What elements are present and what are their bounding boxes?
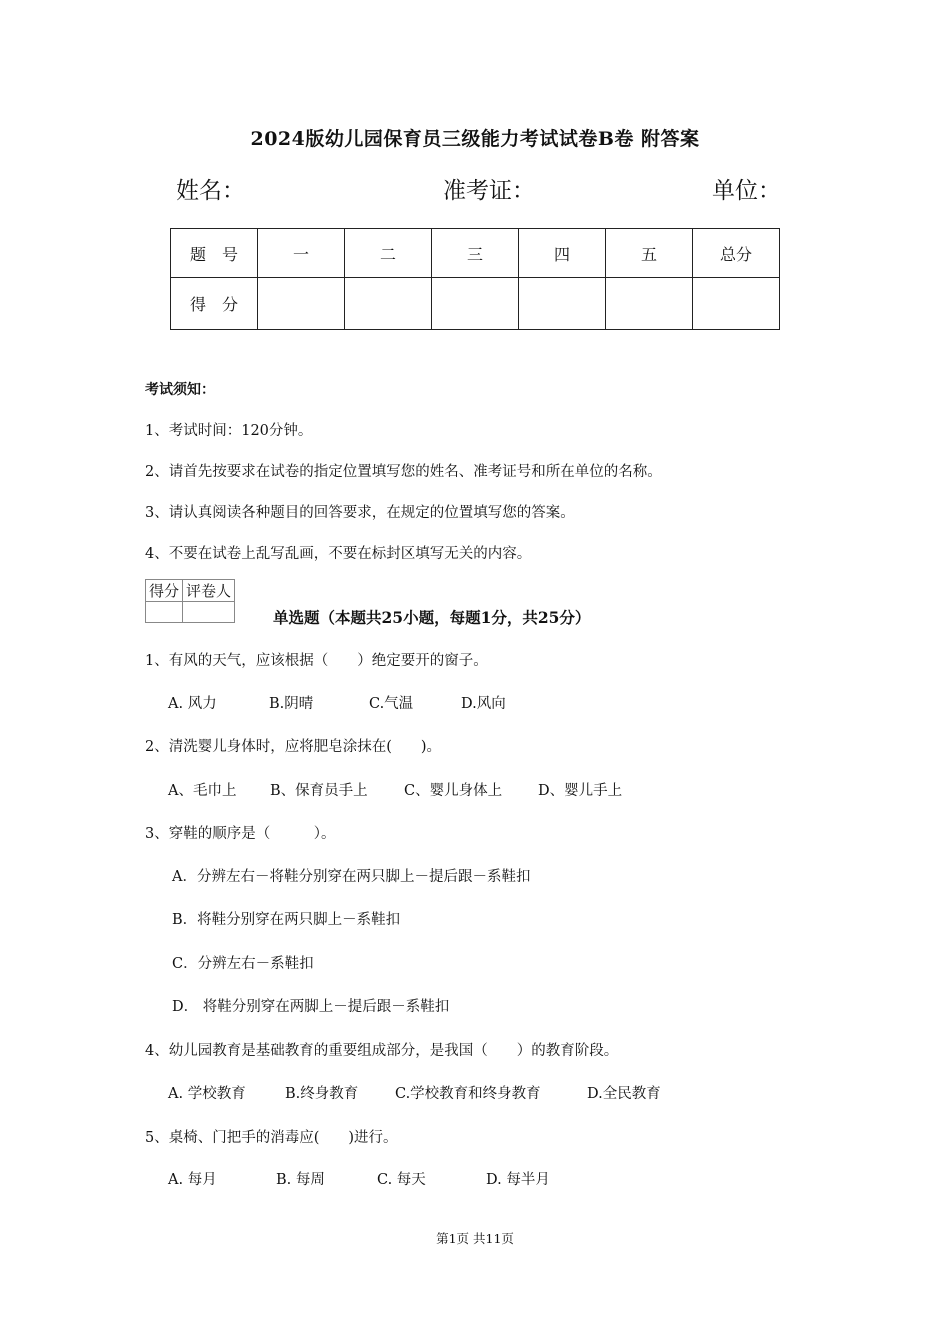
question-option: A. 每月 <box>168 1172 217 1188</box>
question-stem: 5、桌椅、门把手的消毒应( )进行。 <box>145 1130 398 1146</box>
question-option: B、保育员手上 <box>270 783 368 799</box>
grader-table-header-row <box>146 580 235 602</box>
note-item: 3、请认真阅读各种题目的回答要求，在规定的位置填写您的答案。 <box>145 505 575 521</box>
grader-table-input-row <box>146 602 235 623</box>
question-option: B. 每周 <box>276 1172 325 1188</box>
page-footer: 第1页 共11页 <box>436 1231 514 1246</box>
score-cell[interactable] <box>519 278 606 330</box>
question-option: B．将鞋分别穿在两只脚上－系鞋扣 <box>172 912 401 928</box>
document-title: 2024版幼儿园保育员三级能力考试试卷B卷 附答案 <box>250 128 700 150</box>
section-title: 单选题（本题共25小题，每题1分，共25分） <box>273 608 591 627</box>
score-table-header-row <box>171 229 780 278</box>
question-option: D.风向 <box>461 696 506 712</box>
unit-field-label: 单位： <box>712 178 781 204</box>
question-stem: 4、幼儿园教育是基础教育的重要组成部分，是我国（ ）的教育阶段。 <box>145 1043 619 1059</box>
question-option: C、婴儿身体上 <box>404 783 503 799</box>
score-table-header-cell: 二 <box>345 229 432 278</box>
notes-heading: 考试须知： <box>145 382 215 398</box>
score-table-header-cell: 总分 <box>693 229 780 278</box>
question-stem: 1、有风的天气，应该根据（ ）绝定要开的窗子。 <box>145 653 488 669</box>
name-field-label: 姓名： <box>176 178 245 204</box>
score-table-score-row <box>171 278 780 330</box>
score-table-header-cell: 四 <box>519 229 606 278</box>
question-option: A. 风力 <box>168 696 217 712</box>
score-table-header-cell: 题 号 <box>171 229 258 278</box>
question-option: C. 每天 <box>377 1172 426 1188</box>
question-option: C．分辨左右－系鞋扣 <box>172 956 314 972</box>
question-option: C.学校教育和终身教育 <box>395 1086 541 1102</box>
score-cell[interactable] <box>606 278 693 330</box>
question-option: D.全民教育 <box>587 1086 661 1102</box>
question-option: A、毛巾上 <box>168 783 237 799</box>
grader-table <box>145 579 235 623</box>
note-item: 1、考试时间：120分钟。 <box>145 423 313 439</box>
score-cell[interactable] <box>345 278 432 330</box>
note-item: 4、不要在试卷上乱写乱画，不要在标封区填写无关的内容。 <box>145 546 532 562</box>
question-option: A．分辨左右－将鞋分别穿在两只脚上－提后跟－系鞋扣 <box>172 869 531 885</box>
question-option: D． 将鞋分别穿在两脚上－提后跟－系鞋扣 <box>172 999 450 1015</box>
score-table-header-cell: 五 <box>606 229 693 278</box>
grader-score-label: 得分 <box>146 580 183 602</box>
exam-id-field-label: 准考证： <box>443 178 535 204</box>
score-cell[interactable] <box>432 278 519 330</box>
score-cell[interactable] <box>693 278 780 330</box>
score-table-header-cell: 三 <box>432 229 519 278</box>
score-cell[interactable] <box>258 278 345 330</box>
question-stem: 2、清洗婴儿身体时，应将肥皂涂抹在( )。 <box>145 739 442 755</box>
grader-score-cell[interactable] <box>146 602 183 623</box>
question-option: A. 学校教育 <box>168 1086 246 1102</box>
grader-name-cell[interactable] <box>183 602 235 623</box>
grader-name-label: 评卷人 <box>183 580 235 602</box>
question-option: B.阴晴 <box>269 696 314 712</box>
score-table <box>170 228 780 330</box>
question-stem: 3、穿鞋的顺序是（ ）。 <box>145 826 336 842</box>
note-item: 2、请首先按要求在试卷的指定位置填写您的姓名、准考证号和所在单位的名称。 <box>145 464 662 480</box>
question-option: D. 每半月 <box>486 1172 550 1188</box>
question-option: C.气温 <box>369 696 414 712</box>
question-option: D、婴儿手上 <box>538 783 623 799</box>
question-option: B.终身教育 <box>285 1086 359 1102</box>
score-table-header-cell: 一 <box>258 229 345 278</box>
score-table-row-label: 得 分 <box>171 278 258 330</box>
